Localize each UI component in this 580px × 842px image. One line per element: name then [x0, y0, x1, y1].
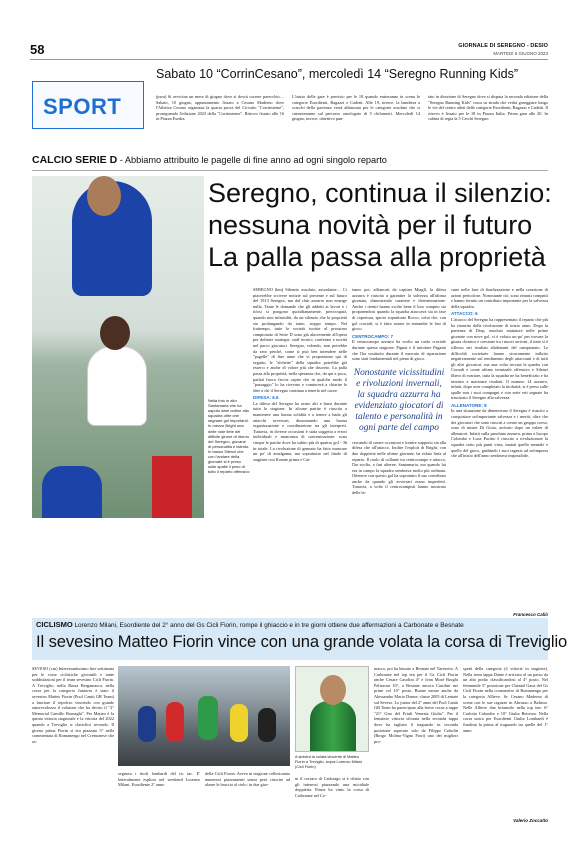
calcio-photo-caption: Nella foto in alto Santamaria che ha saputo dare ordine alla squadra oltre che segnare gol importanti. In mezzo Bright una delle note liete del difficile girone di ritorno del Seregno, giovane di personalità e talento. In basso Silenzi che con l'andare della giornate si è preso sulle spalle il peso di tutto il reparto offensivo — [208, 398, 250, 475]
newspaper-name: GIORNALE DI SEREGNO - DESIO — [458, 43, 548, 49]
ciclismo-photo-caption: A sinistra la volata vincente di Matteo Fiorin a Treviglio, sopra Lorenzo Milani (Cicli Fiorin) — [295, 755, 362, 769]
header-rule — [30, 59, 548, 60]
race-rider-1 — [138, 706, 156, 742]
calcio-allenatore-heading: ALLENATORE: 8 — [451, 402, 487, 408]
section-label-box — [32, 81, 144, 129]
top-story-col-2: L'inizio delle gare è previsto per le 18 quando entreranno in scena le categorie Esordienti, Ragazzi e Cadetti. Alle 19, invece, la bandiera a scacchi della partenza verrà abbassata per le categorie assolute che si cimenteranno sul percorso omologato di 5 chilometri. Mercoledì 14 giugno, invece, obiettivo pun- — [292, 94, 420, 122]
calcio-headline-1: Seregno, continua il silenzio: — [208, 178, 552, 208]
portrait-head — [320, 675, 346, 705]
ciclismo-headline: Il sevesino Matteo Fiorin vince con una grande volata la corsa di Treviglio — [36, 632, 568, 651]
calcio-col-3 — [451, 287, 548, 611]
section-label: SPORT — [43, 94, 122, 119]
photo-player-1-head — [87, 176, 121, 216]
calcio-col-1-text: SEREGNO (bm) Silenzio assoluto, assordante… Ci piacerebbe scrivere notizie sul presente e sul futuro del 1913 Seregno, ma dal club azzurro non emerge nulla. Tante le domande che gli addetti ai lavori e i tifosi si pongono quotidianamente, preoccupati, quando non infastiditi, da un silenzio che la proprietà sta prolungando da tanto, troppo tempo. Nel frattempo, tutte le società iscritte al prossimo campionato di Serie D sono già alacremente all'opera per definire strategie, staff tecnici, conferme e novità nel parco giocatori. Seregno, volendo, non potrebbe da zero perché, come si può ben intendere nelle "pagelle" di fine anno che vi proponiamo qui di seguito, le "alchette" della squadra potrebbe già esserci e anche di valore più che discreto. La palla passa alla proprietà, nella speranza che, da qui a poco, parlati fuoco faccia capire che in qualche modo il "passaggio" lo ha ricevuto e comincerà a chiarire le idee a chi il Seregno continua a tenerlo nel cuore. — [253, 287, 347, 393]
ciclismo-byline: Valerio Zoccatto — [513, 818, 548, 823]
ciclismo-col-1: SEVESO (cm) Interessantissimo fine settimana per le corse ciclistiche giovanili e tante soddisfazioni per il team sevesino Cicli Fiorin. A Treviglio, nella Bassa Bergamasca, nella corsa per la categoria Juniores è stato il sevesino Matteo Fiorin (Pool Cantù GB Team) a lanciare il sepolcro vincendo con grande autorevolezza il volatone che ha deciso il "2° Memorial Camillo Bornaghi". Per Matteo è la quinta vittoria stagionale e la vittoria del 2022 quando a Treviglio si classificò secondo. Il giorno prima Fiorin si era piazzato 5° nella commentata di Romanengo nel Cremonese che as- — [32, 666, 114, 744]
ciclismo-kicker-sub: Lorenzo Milani, Esordiente del 2° anno del Gs Cicli Fiorin, rompe il ghiaccio e in tre giorni ottiene due affermazioni a Carbonate e Besnate — [72, 622, 464, 629]
race-rider-2 — [166, 702, 184, 742]
ciclismo-portrait-photo — [295, 666, 369, 752]
calcio-col-2-text: taneo poi, affiancati da capitan Miaglì, la difesa azzurra è riuscita a garantire la salvezza all'ultima giornata, dimostrando carattere e determinazione. Anche i rientri hanno svolto bene il loro compito sia proponendosi quando la squadra attaccava sia in fase di copertura, specie soprattutto Rocco, colui che, con gol cruciali, si è fatto notare in entrambe le fasi di gioco. — [352, 287, 446, 332]
calcio-difesa-heading: DIFESA: 6.5 — [253, 395, 279, 401]
photo-player-4 — [152, 456, 192, 518]
calcio-headline-2: nessuna novità per il futuro — [208, 210, 533, 240]
calcio-kicker-line — [32, 154, 387, 166]
calcio-col-2c-text: cercando di creare occasioni e fornire supporto sia alla difesa che all'attacco. Inoltre l'exploit di Bright, con due doppiette nelle ultime giornate, ha ridato linfa al reparto. Il ruolo di collante tra centrocampo e attacco, l'ha svolto, a fasi alterne, Santamaria, ma quando lui era in campo la squadra sembrava molto più ordinata. Ottenere con questo gol ha sopratutto il suo contributo anche da quando gli avversari erano imperfetti. Tuttavia, a volte il centrocampisti hanno mostrato delle la- — [352, 439, 446, 496]
ciclismo-race-photo — [118, 666, 290, 766]
calcio-kicker-sub: - Abbiamo attribuito le pagelle di fine anno ad ogni singolo reparto — [117, 155, 387, 165]
photo-player-2 — [87, 346, 147, 426]
calcio-kicker: CALCIO SERIE D — [32, 154, 118, 166]
calcio-col-1 — [253, 287, 347, 611]
calcio-col-1b-text: La difesa del Seregno ha avuto alti e bassi durante tutta la stagione. In alcune partite è riuscita a mantenere una buona solidità e a tenere a bada gli attacchi avversari, dimostrando una buona organizzazione e coordinazione tra gli interpreti. Tuttavia, in diverse occasioni è stata soggetta a errori individuali e mancanza di concentrazione: sono cinque le partite dove ha subito più di quattro gol - 36 in totale. La rivoluzione di gennaio ha fatto mancare un po' di amalgama, ma soprattutto nel finale di stagione con Konate prima e Cat- — [253, 400, 347, 462]
page-number: 58 — [30, 42, 45, 57]
calcio-centrocampo-heading: CENTROCAMPO: 7 — [352, 333, 394, 339]
ciclismo-col-5: spetti della categoria (4 vittorie in stagione). Nella terza tappa Dante è arrivato al un passo da un alto podio classificandosi al 4° posto. Nel femminile 5° posizione per Chantal Gauz del Gs Cicli Fiorin nella cronometro di Romanengo per la categoria Allieve. Sc Cesano Maderno di scena con le sue ragazze in Abruzzo a Balsmo. Nelle Allieve due brianzole nella top ten: 6° Carlotta Colombo e 10° Giulia Betresta. Nella corsa unica per Esordienti Giulia Lombardi è finalista la prima al traguardo tra quelle del 1° anno. — [463, 666, 548, 733]
top-story-headline: Sabato 10 “CorrinCesano”, mercoledì 14 “Seregno Running Kids” — [156, 67, 518, 81]
calcio-col-3b-text: L'attacco del Seregno ha rappresentato il reparto che più ha risentito della rivoluzione di inizio anno. Dopo la partenza di Diop, assoluto mattatore nelle prime giornate con nove gol, ci è voluto un po' per trovare la giusta chimica e coesione tra i nuovi arrivati, il tutto si è riflesso nei risultati altalenanti del campionato. Le difficoltà societarie hanno sicuramente influito negativamente sul rendimento degli attaccanti e di tutti gli altri giocatori, ma una volta trovata la quadra con Corradi e come ultimo terminale offensivo e Silenzi libero di svariare, tutta la squadra ne ha beneficiato e ha iniziato a macinare risultati. Il numero 14 azzurro, infatti, dopo aver completato la titolarità, si è preso sulle spalle non i suoi compagni e con sette reti segnate ha trascinato il Seregno alla salvezza. — [451, 316, 548, 401]
race-rider-5 — [258, 708, 276, 742]
ciclismo-col-4: masco, poi ha bissato a Besnate nel Varesotto. A Carbonate nel top ten per il Gs Cicli Fiorin anche Cesare Casolini 4° e Ivan Mosè Borghi Pelizzoni 10°, a Besnate ancora Casolini nei primi col 10° posto. Buone mosse anche da Alessandro Mario Donne, classe 2005 di Lentate sul Seveso. Lo junior del 2° anno del Pool Cantù GB Team ha partecipato alla breve corsa a tappe "21° Giro del Friuli Venezia Giulia". Per il lentatese vittoria sfiorata nella seconda tappa dove ha tagliato il traguardo in seconda posizione superato solo da Filippo Cettolin (Borgo Molino-Vigna Fiori) uno dei migliori pro- — [374, 666, 458, 744]
ciclismo-col-2: segnava i titoli lombardi del tic tac. E' letteralmente esploso nel weekend Lorenzo Milani, Esordiente 2° anno — [118, 771, 200, 788]
calcio-col-3-text: cune nella fase di finalizzazione e nella creazione di azioni pericolose. Nonostante ciò, sono rimasti compatti e hanno fornito un contributo importante per la salvezza della squadra. — [451, 287, 548, 309]
top-story-col-3: tato in direzione di Seregno dove si disputa la seconda edizione della "Seregno Running Kids" corsa su strada che vedrà gareggiare lungo le vie del centro atleti delle categorie Esordienti, Ragazzi e Cadetti. Il ritrovo è fissato per le 18 in Piazza Italia. Prima gara alle 20. In cabina di regia la 5 Cerchi Seregno. — [428, 94, 548, 122]
ciclismo-kicker-line — [36, 620, 546, 629]
calcio-headline-3: La palla passa alla proprietà — [208, 242, 546, 272]
photo-player-2-head — [100, 316, 130, 350]
portrait-body — [310, 701, 356, 752]
calcio-byline: Francesco Caliò — [513, 612, 548, 617]
ciclismo-kicker: CICLISMO — [36, 620, 73, 629]
calcio-photo — [32, 176, 204, 518]
page-header — [0, 0, 580, 62]
calcio-attacco-heading: ATTACCO: 6 — [451, 311, 478, 317]
ciclismo-col-3: ni il corsaro di Cadorago si è rifatto con gli interessi piazzando una micidiale doppietta. Prima ha vinto la corsa di Carbonate nel Co- — [295, 776, 369, 798]
calcio-col-3c-text: In una situazione da dimenticare il Seregno è riuscito a conquistare un'importante salvezza e i meriti, oltre che dei giocatori che sono riusciti a creare un gruppo coeso, sono di mister Di Gioia, arrivato dopo un valzer di allenatori. Infatti sulla panchina azzurra, prima a Iacopo Colombo e Luca Pacitto è riuscito a rivoluzionare la squadra sotto più punti vista, mutati quello mentale e quello del gioco, guidando i suoi ragazzi ad un'impresa che all'inizio dell'anno sembrava impossibile. — [451, 408, 548, 459]
race-rider-4 — [230, 704, 248, 742]
calcio-col-2b-text: Il centrocampo azzurro ha svolto un ruolo cruciale durante questa stagione. Pignat e il tuttofare Paganti che l'ha sostituito durante il mercato di riparazione sono stati fondamentali nel pieno di gioco. — [352, 339, 446, 362]
calcio-rule — [32, 170, 548, 171]
top-story-col-1: (pwu) Si avvicina un mese di giugno dove si dovrà correre parecchio… Sabato, 10 giugno, appuntamento fissato a Cesano Maderno dove l'Atletica Cesano organizza la quarta prova del Circuito "Corrinsieme", proseguendo l'edizione 2023 della "Corrinsieme". Ritrovo fissato alle 16 in Piazza Esedra. — [156, 94, 284, 122]
ciclismo-col-2b: della Cicli Fiorin. Aveva in stagione collezionato numerosi piazzamenti senza però riuscire ad alzare le braccia al cielo: in due gior- — [205, 771, 290, 788]
race-rider-3 — [198, 696, 218, 740]
calcio-col-2 — [352, 287, 446, 611]
calcio-pull-quote: Nonostante vicissitudini e rivoluzioni invernali, la squadra azzurra ha evidenziato giocatori di talento e personalità in ogni parte del campo — [353, 367, 445, 433]
issue-date: MARTEDÌ 6 GIUGNO 2023 — [493, 51, 548, 56]
photo-player-3 — [42, 466, 102, 518]
